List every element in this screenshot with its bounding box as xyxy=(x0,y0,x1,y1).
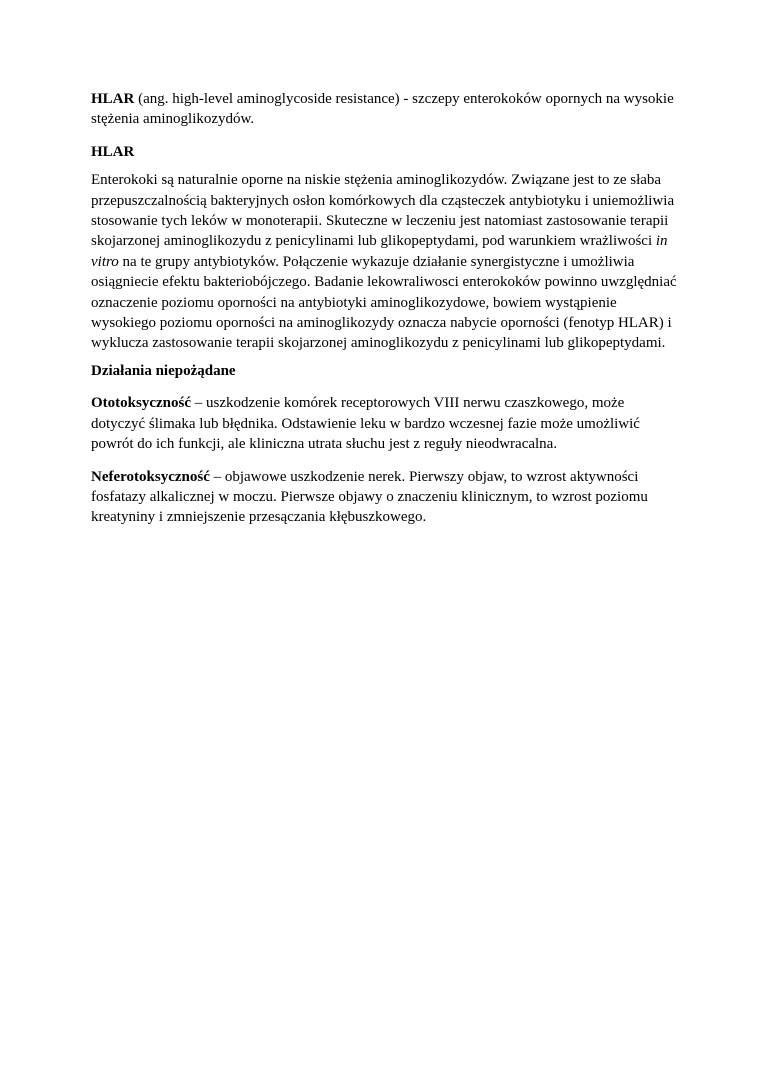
intro-term: HLAR xyxy=(91,91,135,107)
ototoxicity-term: Ototoksyczność xyxy=(91,395,191,412)
hlar-paragraph xyxy=(91,170,681,354)
nephrotoxicity-term: Neferotoksyczność xyxy=(91,468,210,485)
ototoxicity-paragraph xyxy=(91,393,681,454)
ototoxicity-text: – uszkodzenie komórek receptorowych VIII nerwu czaszkowego, może dotyczyć ślimaka lub błędnika. Odstawienie leku w bardzo wczesnej fazie może umożliwić powrót do ich funkcji, ale kliniczna utrata słuchu jest z reguły nieodwracalna. xyxy=(91,395,640,453)
hlar-text-part2: na te grupy antybiotyków. Połączenie wykazuje działanie synergistyczne i umożliwia osiągniecie efektu bakteriobójczego. Badanie lekowraliwosci enterokoków powinno uwzględniać oznaczenie poziomu oporności na antybiotyki aminoglikozydowe, bowiem wystąpienie wysokiego poziomu oporności na aminoglikozydy oznacza nabycie oporności (fenotyp HLAR) i wyklucza zastosowanie terapii skojarzonej aminoglikozydu z penicylinami lub glikopeptydami. xyxy=(91,253,677,352)
intro-text: (ang. high-level aminoglycoside resistance) - szczepy enterokoków opornych na wysokie stężenia aminoglikozydów. xyxy=(91,91,674,128)
nephrotoxicity-paragraph xyxy=(91,467,681,528)
hlar-italic-term: in vitro xyxy=(91,233,668,270)
nephrotoxicity-text: – objawowe uszkodzenie nerek. Pierwszy objaw, to wzrost aktywności fosfatazy alkalicznej w moczu. Pierwsze objawy o znaczeniu klinicznym, to wzrost poziomu kreatyniny i zmniejszenie przesączania kłębuszkowego. xyxy=(91,468,648,526)
hlar-heading: HLAR xyxy=(91,143,135,160)
document-page xyxy=(91,89,681,528)
side-effects-heading: Działania niepożądane xyxy=(91,362,236,379)
intro-paragraph xyxy=(91,89,681,130)
hlar-text-part1: Enterokoki są naturalnie oporne na niskie stężenia aminoglikozydów. Związane jest to ze słaba przepuszczalnością bakteryjnych osłon komórkowych dla cząsteczek antybiotyku i uniemożliwia stosowanie tych leków w monoterapii. Skuteczne w leczeniu jest natomiast zastosowanie terapii skojarzonej aminoglikozydu z penicylinami lub glikopeptydami, pod warunkiem wrażliwości xyxy=(91,172,675,250)
